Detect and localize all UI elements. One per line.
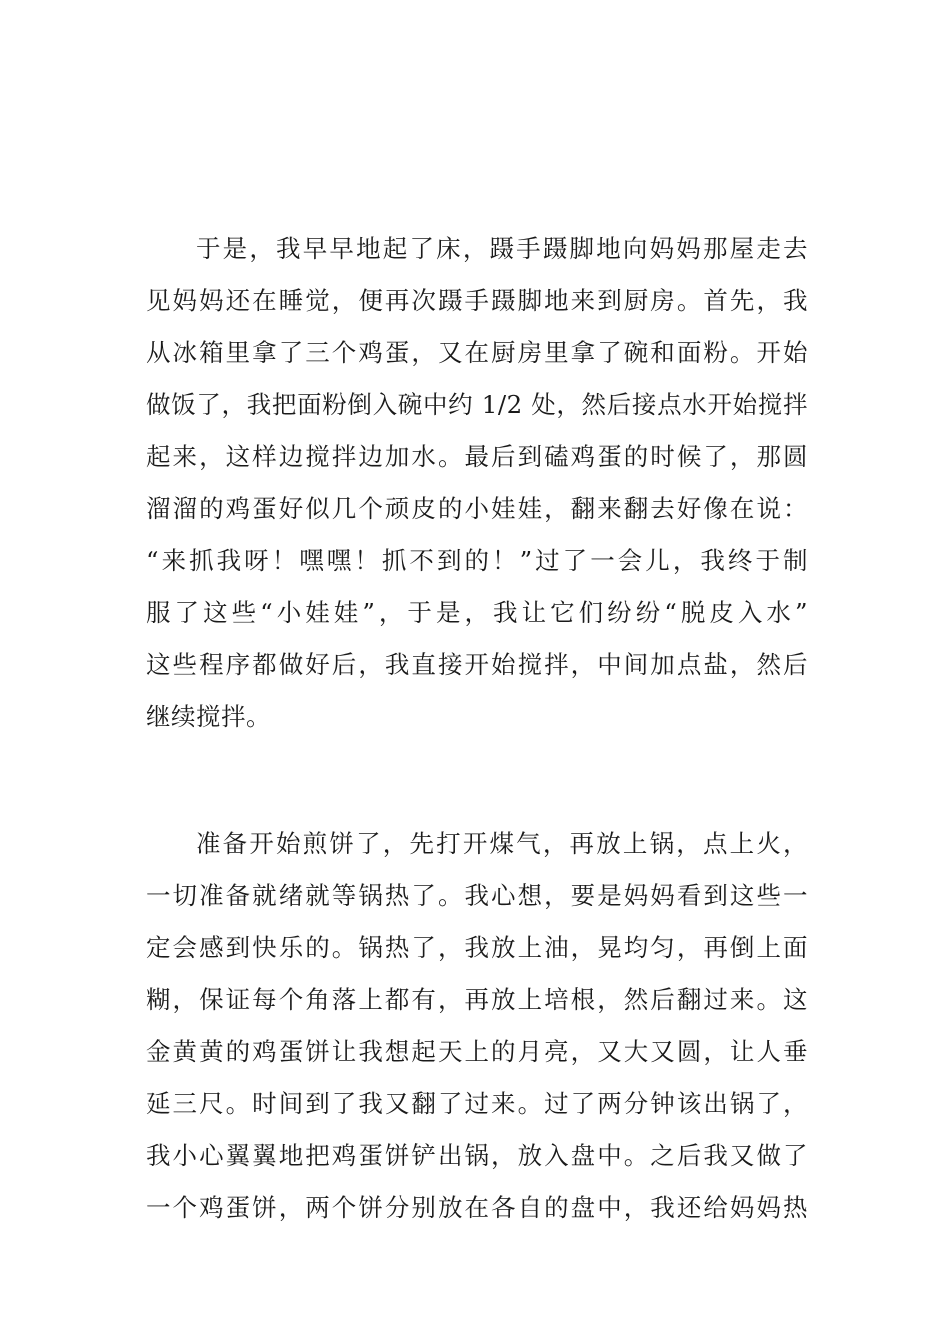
text-line: 我小心翼翼地把鸡蛋饼铲出锅，放入盘中。之后我又做了	[146, 1141, 808, 1170]
text-line: 继续搅拌。	[146, 702, 271, 731]
text-line: 溜溜的鸡蛋好似几个顽皮的小娃娃，翻来翻去好像在说：	[146, 494, 808, 523]
text-line: 这些程序都做好后，我直接开始搅拌，中间加点盐，然后	[146, 650, 808, 679]
text-line: 见妈妈还在睡觉，便再次蹑手蹑脚地来到厨房。首先，我	[146, 286, 808, 315]
paragraph-frying-pancake	[146, 818, 808, 1234]
text-line: 起来，这样边搅拌边加水。最后到磕鸡蛋的时候了，那圆	[146, 442, 808, 471]
text-line: 从冰箱里拿了三个鸡蛋，又在厨房里拿了碗和面粉。开始	[146, 338, 808, 367]
paragraph-making-batter	[146, 223, 808, 743]
text-line: “来抓我呀！嘿嘿！抓不到的！”过了一会儿，我终于制	[146, 546, 808, 575]
text-line: 服了这些“小娃娃”，于是，我让它们纷纷“脱皮入水”	[146, 598, 808, 627]
text-line: 糊，保证每个角落上都有，再放上培根，然后翻过来。这	[146, 985, 808, 1014]
text-line: 做饭了，我把面粉倒入碗中约 1/2 处，然后接点水开始搅拌	[146, 390, 808, 419]
text-line: 定会感到快乐的。锅热了，我放上油，晃均匀，再倒上面	[146, 933, 808, 962]
text-line: 准备开始煎饼了，先打开煤气，再放上锅，点上火，	[196, 829, 808, 858]
text-line: 于是，我早早地起了床，蹑手蹑脚地向妈妈那屋走去	[196, 234, 808, 263]
text-line: 一个鸡蛋饼，两个饼分别放在各自的盘中，我还给妈妈热	[146, 1193, 808, 1222]
text-line: 一切准备就绪就等锅热了。我心想，要是妈妈看到这些一	[146, 881, 808, 910]
text-line: 延三尺。时间到了我又翻了过来。过了两分钟该出锅了，	[146, 1089, 808, 1118]
text-line: 金黄黄的鸡蛋饼让我想起天上的月亮，又大又圆，让人垂	[146, 1037, 808, 1066]
